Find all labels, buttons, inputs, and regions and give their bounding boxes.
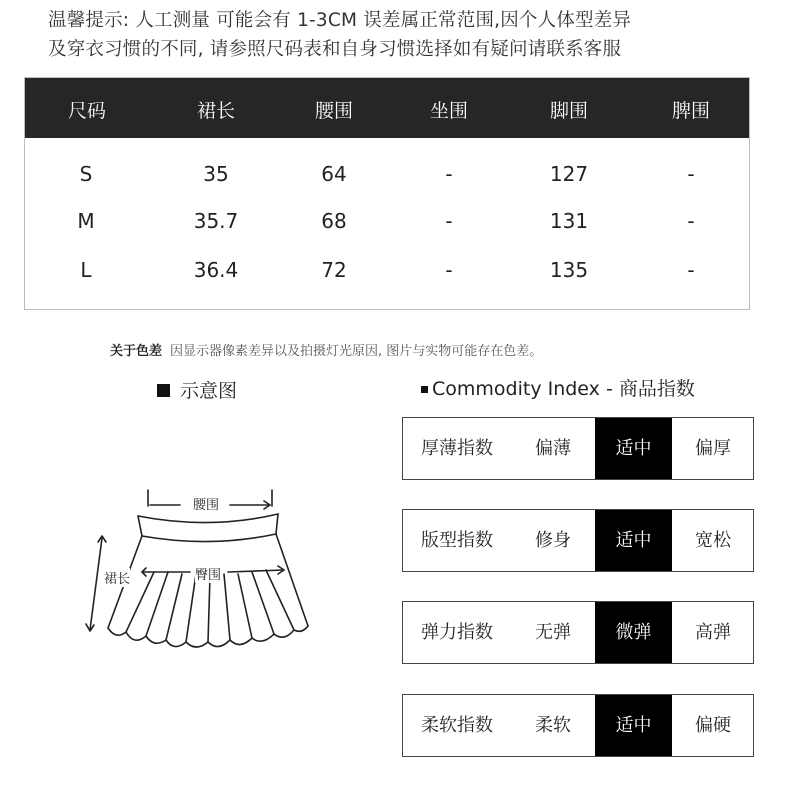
table-cell: 68 <box>321 209 347 233</box>
table-cell: 35 <box>203 162 229 186</box>
table-cell: 135 <box>549 258 589 282</box>
index-name: 版型指数 <box>421 530 493 551</box>
index-option-selected: 适中 <box>595 418 672 479</box>
header-skirt-length: 裙长 <box>196 100 235 122</box>
table-cell: 72 <box>321 258 347 282</box>
index-option: 偏薄 <box>535 438 571 459</box>
diagram-title <box>157 376 237 403</box>
table-cell: - <box>687 162 695 186</box>
header-hem: 脚围 <box>549 100 588 122</box>
index-option: 修身 <box>535 530 571 551</box>
table-cell: - <box>445 209 453 233</box>
index-name: 柔软指数 <box>421 715 493 736</box>
header-size: 尺码 <box>67 100 106 122</box>
size-table-header <box>25 78 749 138</box>
table-cell: - <box>445 162 453 186</box>
index-option: 宽松 <box>695 530 731 551</box>
size-notice <box>48 6 768 64</box>
table-cell: L <box>80 258 92 282</box>
square-bullet-icon <box>157 384 170 397</box>
index-option: 高弹 <box>695 622 731 643</box>
index-name: 厚薄指数 <box>421 438 493 459</box>
index-row-fit <box>402 509 754 572</box>
index-option-selected: 适中 <box>595 510 672 571</box>
table-cell: M <box>77 209 95 233</box>
color-difference-note <box>110 340 542 359</box>
notice-line-2: 及穿衣习惯的不同, 请参照尺码表和自身习惯选择如有疑问请联系客服 <box>48 39 622 60</box>
table-cell: 127 <box>549 162 589 186</box>
diagram-title-text: 示意图 <box>180 380 238 402</box>
index-name: 弹力指数 <box>421 622 493 643</box>
index-row-elasticity <box>402 601 754 664</box>
table-cell: - <box>687 258 695 282</box>
index-option-selected: 适中 <box>595 695 672 756</box>
table-cell: - <box>445 258 453 282</box>
notice-line-1: 温馨提示: 人工测量 可能会有 1-3CM 误差属正常范围,因个人体型差异 <box>48 10 632 31</box>
table-cell: 36.4 <box>193 258 239 282</box>
index-row-thickness <box>402 417 754 480</box>
table-cell: 131 <box>549 209 589 233</box>
index-option-selected: 微弹 <box>595 602 672 663</box>
commodity-index-title-text: Commodity Index - 商品指数 <box>432 378 695 400</box>
index-option: 无弹 <box>535 622 571 643</box>
table-cell: - <box>687 209 695 233</box>
skirt-diagram <box>80 480 320 684</box>
table-cell: 64 <box>321 162 347 186</box>
waist-label: 腰围 <box>193 498 220 513</box>
index-option: 偏硬 <box>695 715 731 736</box>
header-waist: 腰围 <box>314 100 353 122</box>
table-cell: 35.7 <box>193 209 239 233</box>
index-row-softness <box>402 694 754 757</box>
length-label: 裙长 <box>104 568 130 587</box>
color-note-text: 因显示器像素差异以及拍摄灯光原因, 图片与实物可能存在色差。 <box>170 344 543 359</box>
table-cell: S <box>79 162 93 186</box>
size-table <box>24 77 750 310</box>
commodity-index-title <box>421 374 695 401</box>
header-seat: 坐围 <box>429 100 468 122</box>
header-thigh: 脾围 <box>671 100 710 122</box>
color-note-title: 关于色差 <box>110 344 163 359</box>
index-option: 柔软 <box>535 715 571 736</box>
square-bullet-icon <box>421 386 428 393</box>
index-option: 偏厚 <box>695 438 731 459</box>
hip-label: 臀围 <box>195 564 221 583</box>
